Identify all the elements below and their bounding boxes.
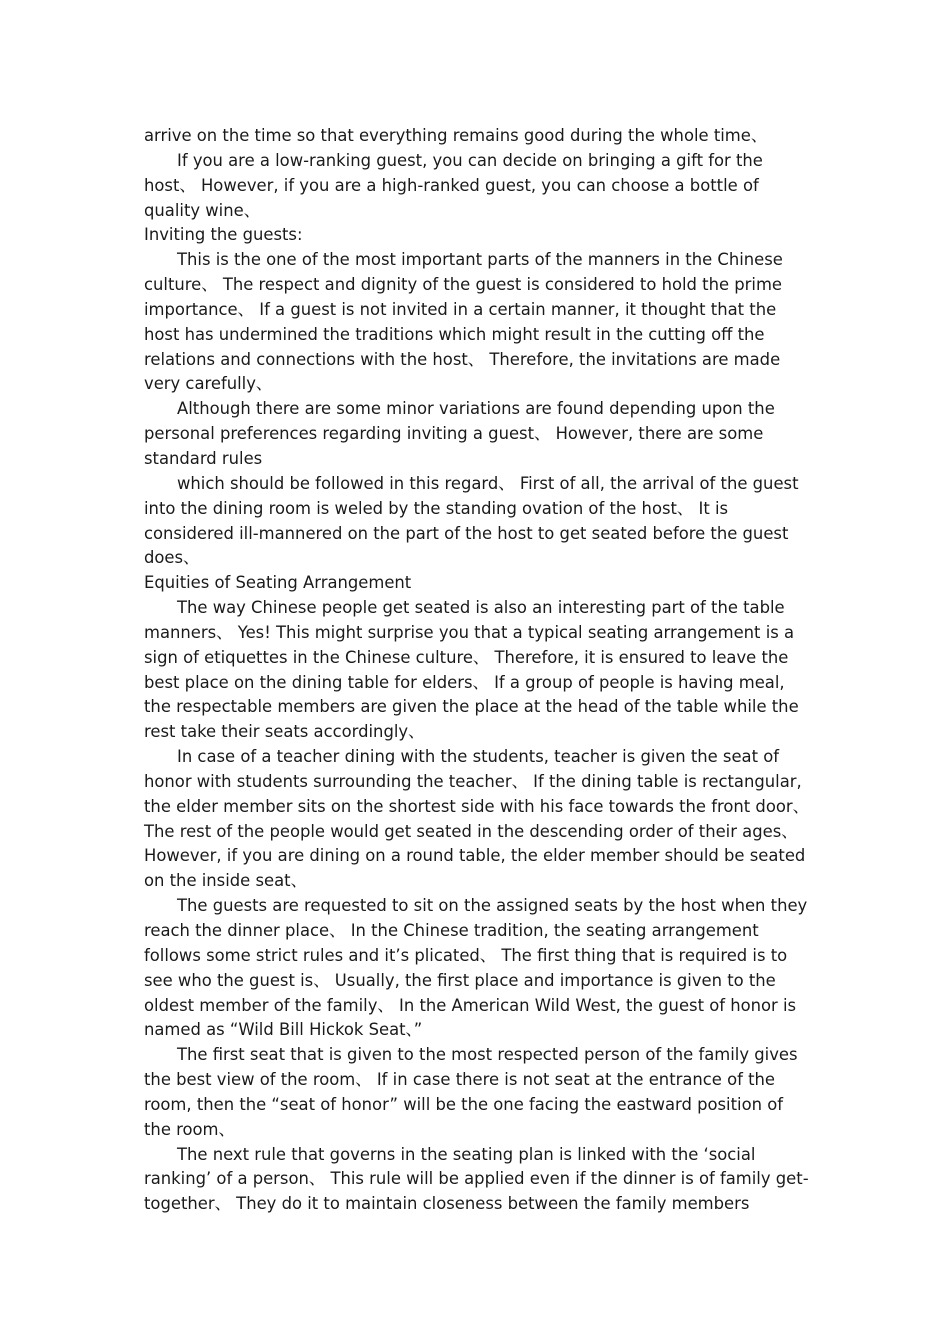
document-page: [144, 124, 810, 1217]
section-heading: Inviting the guests:: [144, 225, 303, 245]
paragraph: The guests are requested to sit on the assigned seats by the host when they reach the dinner place、 In the Chinese tradition, the seating arrangement follows some strict rules and it’s plicated、 The first thing that is required is to see who the guest is、 Usually, the first place and importance is given to the oldest member of the family、 In the American Wild West, the guest of honor is named as “Wild Bill Hickok Seat、”: [144, 896, 808, 1040]
paragraph: This is the one of the most important parts of the manners in the Chinese culture、 The respect and dignity of the guest is considered to hold the prime importance、 If a guest is not invited in a certain manner, it thought that the host has undermined the traditions which might result in the cutting off the relations and connections with the host、 Therefore, the invitations are made very carefully、: [144, 250, 783, 394]
paragraph: The first seat that is given to the most respected person of the family gives the best view of the room、 If in case there is not seat at the entrance of the room, then the “seat of honor” will be the one facing the eastward position of the room、: [144, 1045, 798, 1139]
paragraph: If you are a low-ranking guest, you can decide on bringing a gift for the host、 However, if you are a high-ranked guest, you can choose a bottle of quality wine、: [144, 150, 763, 220]
section-heading: Equities of Seating Arrangement: [144, 573, 412, 593]
paragraph: arrive on the time so that everything remains good during the whole time、: [144, 126, 768, 145]
paragraph: which should be followed in this regard、 First of all, the arrival of the guest into the dining room is weled by the standing ovation of the host、 It is considered ill-mannered on the part of the host to get seated before the guest does、: [144, 473, 799, 568]
paragraph: Although there are some minor variations are found depending upon the personal preferences regarding inviting a guest、 However, there are some standard rules: [144, 399, 775, 468]
paragraph: The next rule that governs in the seating plan is linked with the ‘social ranking’ of a person、 This rule will be applied even if the dinner is of family get-together、 They do it to maintain closeness between the family members: [144, 1144, 809, 1214]
paragraph: The way Chinese people get seated is also an interesting part of the table manners、 Yes! This might surprise you that a typical seating arrangement is a sign of etiquettes in the Chinese culture、 Therefore, it is ensured to leave the best place on the dining table for elders、 If a group of people is having meal, the respectable members are given the place at the head of the table while the rest take their seats accordingly、: [144, 598, 799, 742]
paragraph: In case of a teacher dining with the students, teacher is given the seat of honor with students surrounding the teacher、 If the dining table is rectangular, the elder member sits on the shortest side with his face towards the front door、 The rest of the people would get seated in the descending order of their ages、 However, if you are dining on a round table, the elder member should be seated on the inside seat、: [144, 747, 810, 891]
